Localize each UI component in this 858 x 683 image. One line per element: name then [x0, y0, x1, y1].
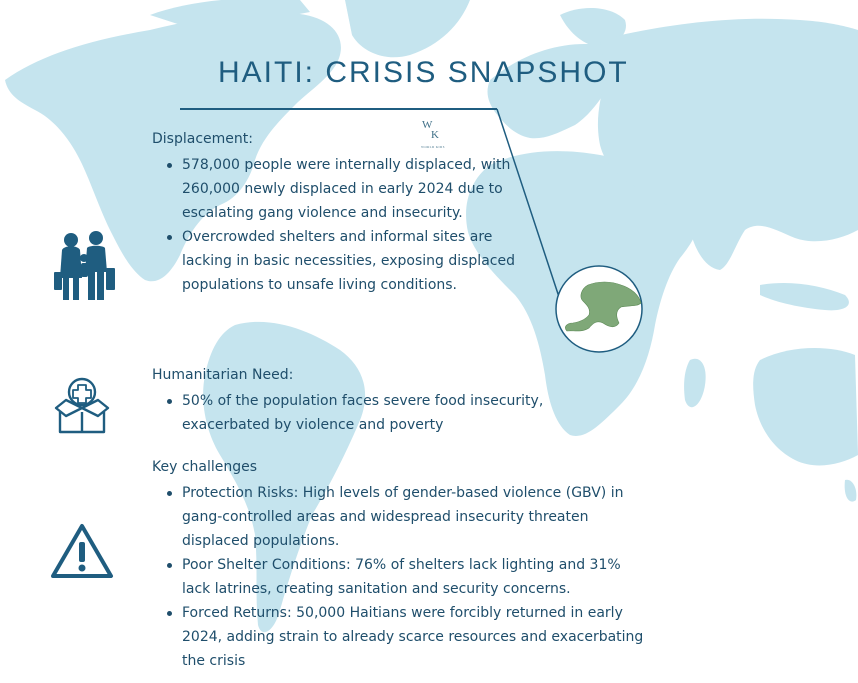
list-item: Protection Risks: High levels of gender-based violence (GBV) in gang-controlled areas and widespread insecurity threaten displaced populations. — [162, 481, 647, 553]
warning-triangle-icon — [50, 522, 114, 580]
logo-letter-w: W — [422, 119, 433, 131]
challenges-list — [162, 481, 647, 673]
list-item: Poor Shelter Conditions: 76% of shelters lack lighting and 31% lack latrines, creating sanitation and security concerns. — [162, 553, 647, 601]
logo-tagline: WORLD KIDS — [421, 145, 445, 149]
page-title: HAITI: CRISIS SNAPSHOT — [218, 56, 629, 89]
humanitarian-heading: Humanitarian Need: — [152, 367, 294, 383]
list-item: 50% of the population faces severe food insecurity, exacerbated by violence and poverty — [162, 389, 602, 437]
displacement-list — [162, 153, 522, 297]
list-item: Forced Returns: 50,000 Haitians were forcibly returned in early 2024, adding strain to already scarce resources and exacerbating the crisis — [162, 601, 647, 673]
aid-box-icon — [52, 372, 112, 436]
list-item: Overcrowded shelters and informal sites are lacking in basic necessities, exposing displaced populations to unsafe living conditions. — [162, 225, 522, 297]
logo-letter-k: K — [431, 129, 439, 141]
list-item: 578,000 people were internally displaced, with 260,000 newly displaced in early 2024 due to escalating gang violence and insecurity. — [162, 153, 522, 225]
family-luggage-icon — [52, 228, 116, 302]
displacement-heading: Displacement: — [152, 131, 253, 147]
challenges-heading: Key challenges — [152, 459, 258, 475]
haiti-map-icon — [553, 265, 645, 353]
organization-logo — [414, 115, 452, 153]
humanitarian-list — [162, 389, 602, 437]
